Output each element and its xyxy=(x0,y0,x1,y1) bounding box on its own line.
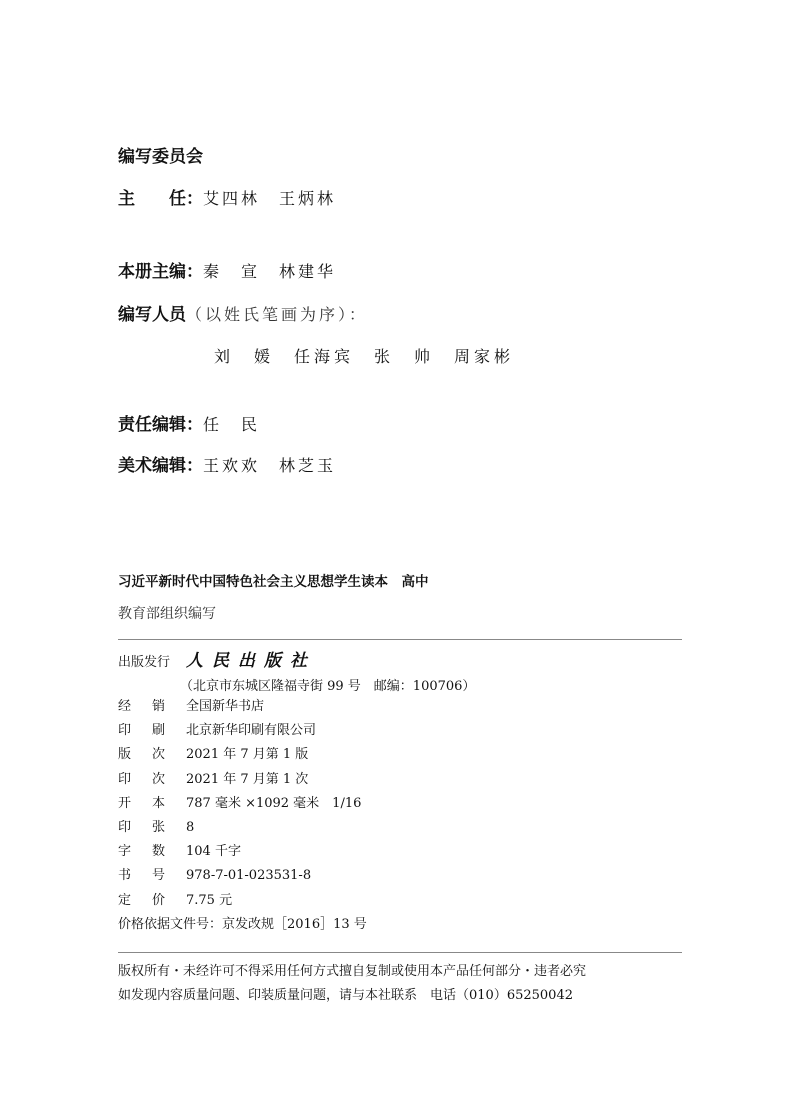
label-char: 开 xyxy=(118,795,132,811)
label-char: 数 xyxy=(152,844,166,860)
imprint-row-label xyxy=(118,894,186,907)
responsible-editor-names: 任 民 xyxy=(203,415,261,434)
label-char: 版 xyxy=(118,747,132,763)
imprint-row xyxy=(118,724,316,737)
imprint-row xyxy=(118,773,308,786)
publisher-address: （北京市东城区隆福寺街 99 号 邮编：100706） xyxy=(180,679,476,694)
label-char: 经 xyxy=(118,699,132,714)
divider-top xyxy=(118,639,682,640)
writers-note: （以姓氏笔画为序）： xyxy=(186,305,369,324)
imprint-row-value: 全国新华书店 xyxy=(186,699,265,714)
copyright-notice: 版权所有・未经许可不得采用任何方式擅自复制或使用本产品任何部分・违者必究 xyxy=(118,964,587,979)
label-char: 本 xyxy=(152,795,166,811)
label-char: 次 xyxy=(152,747,166,763)
imprint-row-value: 787 毫米 ×1092 毫米 1/16 xyxy=(186,795,362,811)
label-char: 价 xyxy=(152,892,166,908)
writers-label: 编写人员 xyxy=(118,305,186,325)
publisher-line xyxy=(118,653,316,670)
art-editor-label: 美术编辑： xyxy=(118,456,203,476)
imprint-row-value: 8 xyxy=(186,820,195,835)
director-label: 主 任： xyxy=(118,189,203,209)
imprint-row xyxy=(118,869,311,882)
responsible-editor-label: 责任编辑： xyxy=(118,415,203,435)
imprint-row-label xyxy=(118,724,186,737)
imprint-row xyxy=(118,748,308,761)
imprint-row-value: 978-7-01-023531-8 xyxy=(186,868,312,884)
chief-editor-names: 秦 宣 林建华 xyxy=(203,262,337,281)
label-char: 字 xyxy=(118,844,132,860)
imprint-row-value: 2021 年 7 月第 1 次 xyxy=(186,771,309,787)
art-editor-names: 王欢欢 林芝玉 xyxy=(203,456,337,475)
imprint-row-label xyxy=(118,700,186,713)
label-char: 张 xyxy=(152,820,166,835)
contact-notice: 如发现内容质量问题、印装质量问题，请与本社联系 电话（010）65250042 xyxy=(118,988,573,1003)
label-char: 印 xyxy=(118,771,132,787)
responsible-editor-line xyxy=(118,417,260,434)
label-char: 书 xyxy=(118,868,132,884)
book-title: 习近平新时代中国特色社会主义思想学生读本 高中 xyxy=(118,574,429,590)
imprint-row xyxy=(118,700,264,713)
label-char: 印 xyxy=(118,820,132,835)
director-line xyxy=(118,191,336,208)
divider-bottom xyxy=(118,952,682,953)
label-char: 刷 xyxy=(152,723,166,739)
imprint-row xyxy=(118,845,241,858)
label-char: 销 xyxy=(152,699,166,714)
label-char: 定 xyxy=(118,892,132,908)
imprint-row-value: 2021 年 7 月第 1 版 xyxy=(186,747,309,763)
imprint-row-label xyxy=(118,773,186,786)
price-basis: 价格依据文件号：京发改规［2016］13 号 xyxy=(118,917,367,932)
label-char: 次 xyxy=(152,771,166,787)
imprint-row-value: 北京新华印刷有限公司 xyxy=(186,723,317,739)
committee-heading: 编写委员会 xyxy=(118,147,203,167)
writers-names: 刘 媛 任海宾 张 帅 周家彬 xyxy=(214,347,515,366)
imprint-row-label xyxy=(118,869,186,882)
imprint-row-value: 7.75 元 xyxy=(186,892,233,908)
imprint-row xyxy=(118,894,232,907)
imprint-row-label xyxy=(118,821,186,834)
publisher-label: 出版发行 xyxy=(118,655,171,670)
label-char: 号 xyxy=(152,868,166,884)
label-char: 印 xyxy=(118,723,132,739)
imprint-row-label xyxy=(118,797,186,810)
book-compiler: 教育部组织编写 xyxy=(118,606,216,622)
imprint-row-label xyxy=(118,845,186,858)
imprint-row-value: 104 千字 xyxy=(186,844,241,860)
writers-line xyxy=(118,307,368,324)
art-editor-line xyxy=(118,458,336,475)
imprint-row-label xyxy=(118,748,186,761)
imprint-row xyxy=(118,797,361,810)
chief-editor-label: 本册主编： xyxy=(118,262,203,282)
chief-editor-line xyxy=(118,264,336,281)
publisher-logo: 人民出版社 xyxy=(186,651,316,671)
imprint-row xyxy=(118,821,194,834)
director-names: 艾四林 王炳林 xyxy=(203,189,337,208)
